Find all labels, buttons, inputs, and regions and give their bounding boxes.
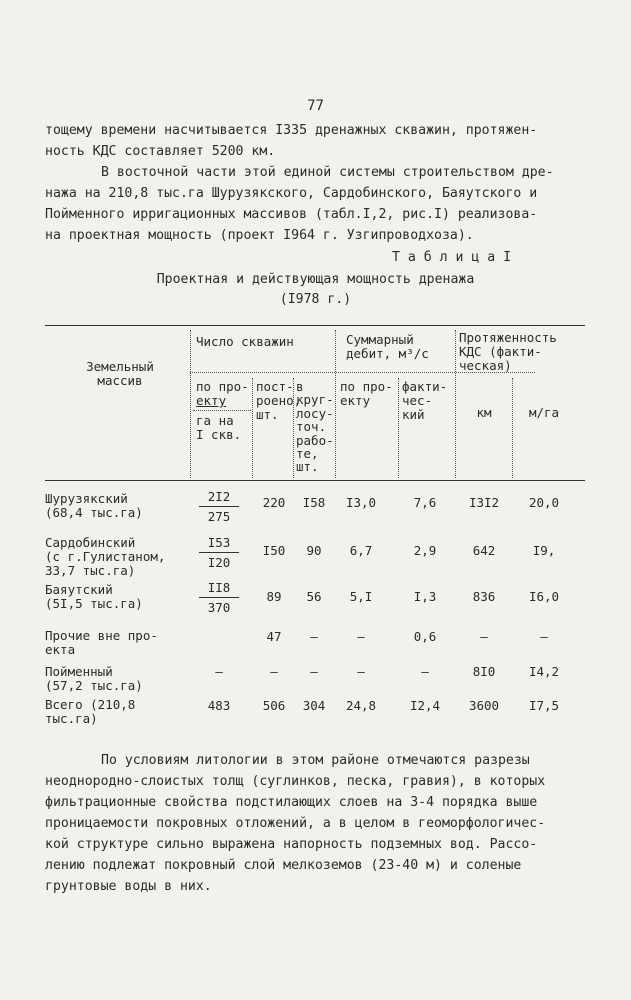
cell-round: 56 bbox=[306, 589, 322, 604]
row-name-line: екта bbox=[45, 642, 76, 657]
header-text: массив bbox=[97, 373, 143, 388]
header-debit-actual bbox=[402, 380, 447, 422]
header-massiv bbox=[60, 360, 180, 388]
header-text: Земельный bbox=[86, 359, 154, 374]
text-line: ность КДС составляет 5200 км. bbox=[45, 144, 276, 159]
row-name-line: Сардобинский bbox=[45, 535, 136, 550]
header-m-ga: м/га bbox=[528, 405, 560, 420]
cell-by-project: I53 bbox=[199, 536, 239, 553]
cell-round: – bbox=[310, 664, 318, 679]
column-divider bbox=[512, 378, 513, 478]
text-line: Пойменного ирригационных массивов (табл.I,2, рис.I) реализова- bbox=[45, 207, 538, 222]
header-ga-per-well bbox=[196, 414, 241, 442]
text-line: лению подлежат покровный слой мелкоземов (23-40 м) и соленые bbox=[45, 858, 522, 873]
row-name-line: Всего (210,8 bbox=[45, 697, 136, 712]
text-line: грунтовые воды в них. bbox=[45, 879, 212, 894]
cell-debit-actual: 7,6 bbox=[413, 495, 437, 510]
cell-km: 836 bbox=[472, 589, 496, 604]
cell-m-ga: – bbox=[540, 629, 548, 644]
header-text: екту bbox=[340, 393, 371, 408]
header-text: шт. bbox=[256, 407, 279, 422]
header-text: те, bbox=[296, 446, 319, 462]
text-line: В восточной части этой единой системы строительством дре- bbox=[101, 165, 554, 180]
cell-m-ga: I9, bbox=[532, 543, 556, 558]
paragraph-intro bbox=[45, 120, 585, 246]
cell-ga-per-well: I20 bbox=[207, 555, 231, 570]
header-text: Суммарный bbox=[346, 332, 414, 347]
cell-m-ga: I7,5 bbox=[528, 698, 560, 713]
row-name-line: тыс.га) bbox=[45, 711, 98, 726]
header-text: в bbox=[296, 379, 304, 394]
cell-built: 47 bbox=[266, 629, 282, 644]
header-text: по про- bbox=[340, 379, 393, 394]
cell-round: – bbox=[310, 629, 318, 644]
text-line: проницаемости покровных отложений, а в целом в геоморфологичес- bbox=[45, 816, 546, 831]
text-line: тощему времени насчитывается I335 дренажных скважин, протяжен- bbox=[45, 123, 538, 138]
header-text: чес- bbox=[402, 393, 433, 408]
row-name-line: Прочие вне про- bbox=[45, 628, 158, 643]
cell-m-ga: I6,0 bbox=[528, 589, 560, 604]
text-line: кой структуре сильно выражена напорность подземных вод. Рассо- bbox=[45, 837, 538, 852]
cell-debit-project: – bbox=[357, 664, 365, 679]
header-length bbox=[459, 331, 557, 373]
cell-debit-actual: I2,4 bbox=[409, 698, 441, 713]
row-name-line: (57,2 тыс.га) bbox=[45, 678, 143, 693]
cell-built: 506 bbox=[262, 698, 286, 713]
header-text: лосу- bbox=[296, 405, 334, 421]
cell-debit-actual: I,3 bbox=[413, 589, 437, 604]
cell-by-project: 483 bbox=[207, 698, 231, 713]
cell-debit-actual: 2,9 bbox=[413, 543, 437, 558]
header-text: КДС (факти- bbox=[459, 344, 542, 359]
table-top-rule bbox=[45, 325, 585, 326]
cell-debit-project: 6,7 bbox=[349, 543, 373, 558]
row-name bbox=[45, 665, 143, 693]
cell-round: 90 bbox=[306, 543, 322, 558]
header-bottom-rule bbox=[45, 480, 585, 481]
cell-km: 642 bbox=[472, 543, 496, 558]
cell-ga-per-well: 370 bbox=[207, 600, 231, 615]
cell-by-project: II8 bbox=[199, 581, 239, 598]
project-fraction bbox=[199, 581, 239, 615]
cell-debit-project: I3,0 bbox=[345, 495, 377, 510]
column-divider bbox=[252, 378, 253, 478]
text-line: По условиям литологии в этом районе отмечаются разрезы bbox=[101, 753, 530, 768]
cell-round: I58 bbox=[302, 495, 326, 510]
header-km: км bbox=[476, 405, 492, 420]
cell-km: – bbox=[480, 629, 488, 644]
header-text: дебит, м³/с bbox=[346, 346, 429, 361]
header-text: по про- bbox=[196, 379, 249, 394]
cell-km: 8I0 bbox=[472, 664, 496, 679]
text-line: нажа на 210,8 тыс.га Шурузякского, Сардобинского, Баяутского и bbox=[45, 186, 538, 201]
column-divider bbox=[398, 378, 399, 478]
text-line: неоднородно-слоистых толщ (суглинков, песка, гравия), в которых bbox=[45, 774, 546, 789]
table-year: (I978 г.) bbox=[279, 292, 352, 307]
row-name bbox=[45, 492, 143, 520]
column-divider bbox=[335, 330, 336, 478]
header-debit bbox=[346, 333, 429, 361]
row-name-line: 33,7 тыс.га) bbox=[45, 563, 136, 578]
header-text: ческая) bbox=[459, 358, 512, 373]
project-fraction bbox=[199, 490, 239, 524]
row-name-line: Шурузякский bbox=[45, 491, 128, 506]
header-text: шт. bbox=[296, 459, 319, 475]
row-name-line: (с г.Гулистаном, bbox=[45, 549, 166, 564]
header-wells: Число скважин bbox=[196, 334, 294, 349]
header-text: кий bbox=[402, 407, 425, 422]
text-line: на проектная мощность (проект I964 г. Узгипроводхоза). bbox=[45, 228, 474, 243]
cell-debit-actual: 0,6 bbox=[413, 629, 437, 644]
header-debit-project bbox=[340, 380, 393, 408]
header-text: точ. bbox=[296, 419, 327, 435]
header-text: роено, bbox=[256, 393, 302, 408]
cell-by-project: 2I2 bbox=[199, 490, 239, 507]
cell-km: 3600 bbox=[468, 698, 500, 713]
cell-m-ga: I4,2 bbox=[528, 664, 560, 679]
cell-debit-actual: – bbox=[421, 664, 429, 679]
text-line: фильтрационные свойства подстилающих слоев на 3-4 порядка выше bbox=[45, 795, 538, 810]
cell-round: 304 bbox=[302, 698, 326, 713]
cell-km: I3I2 bbox=[468, 495, 500, 510]
row-name-line: (68,4 тыс.га) bbox=[45, 505, 143, 520]
cell-built: 89 bbox=[266, 589, 282, 604]
header-text: рабо- bbox=[296, 432, 334, 448]
cell-built: 220 bbox=[262, 495, 286, 510]
header-text: екту bbox=[196, 393, 227, 408]
row-name bbox=[45, 583, 143, 611]
cell-built: – bbox=[270, 664, 278, 679]
row-name-line: (5I,5 тыс.га) bbox=[45, 596, 143, 611]
cell-debit-project: 5,I bbox=[349, 589, 373, 604]
page-number: 77 bbox=[307, 98, 324, 114]
header-in-round-work bbox=[296, 380, 334, 474]
header-divider bbox=[193, 410, 251, 411]
column-divider bbox=[455, 330, 456, 478]
row-name-line: Пойменный bbox=[45, 664, 113, 679]
cell-ga-per-well: 275 bbox=[207, 509, 231, 524]
header-text: га на bbox=[196, 413, 234, 428]
header-text: факти- bbox=[402, 379, 448, 394]
table-title: Проектная и действующая мощность дренажа bbox=[156, 272, 475, 287]
header-text: Протяженность bbox=[459, 330, 557, 345]
header-text: пост- bbox=[256, 379, 294, 394]
project-fraction bbox=[199, 536, 239, 570]
row-name bbox=[45, 536, 165, 578]
header-text: I скв. bbox=[196, 427, 242, 442]
header-built bbox=[256, 380, 301, 422]
cell-debit-project: – bbox=[357, 629, 365, 644]
column-divider bbox=[190, 330, 191, 478]
cell-m-ga: 20,0 bbox=[528, 495, 560, 510]
row-name bbox=[45, 629, 158, 657]
paragraph-lithology bbox=[45, 750, 585, 897]
cell-debit-project: 24,8 bbox=[345, 698, 377, 713]
table-label: Т а б л и ц а I bbox=[392, 250, 512, 265]
cell-built: I50 bbox=[262, 543, 286, 558]
header-by-project bbox=[196, 380, 249, 408]
header-text: круг- bbox=[296, 392, 334, 408]
cell-by-project: – bbox=[215, 664, 223, 679]
row-name-line: Баяутский bbox=[45, 582, 113, 597]
row-name bbox=[45, 698, 135, 726]
